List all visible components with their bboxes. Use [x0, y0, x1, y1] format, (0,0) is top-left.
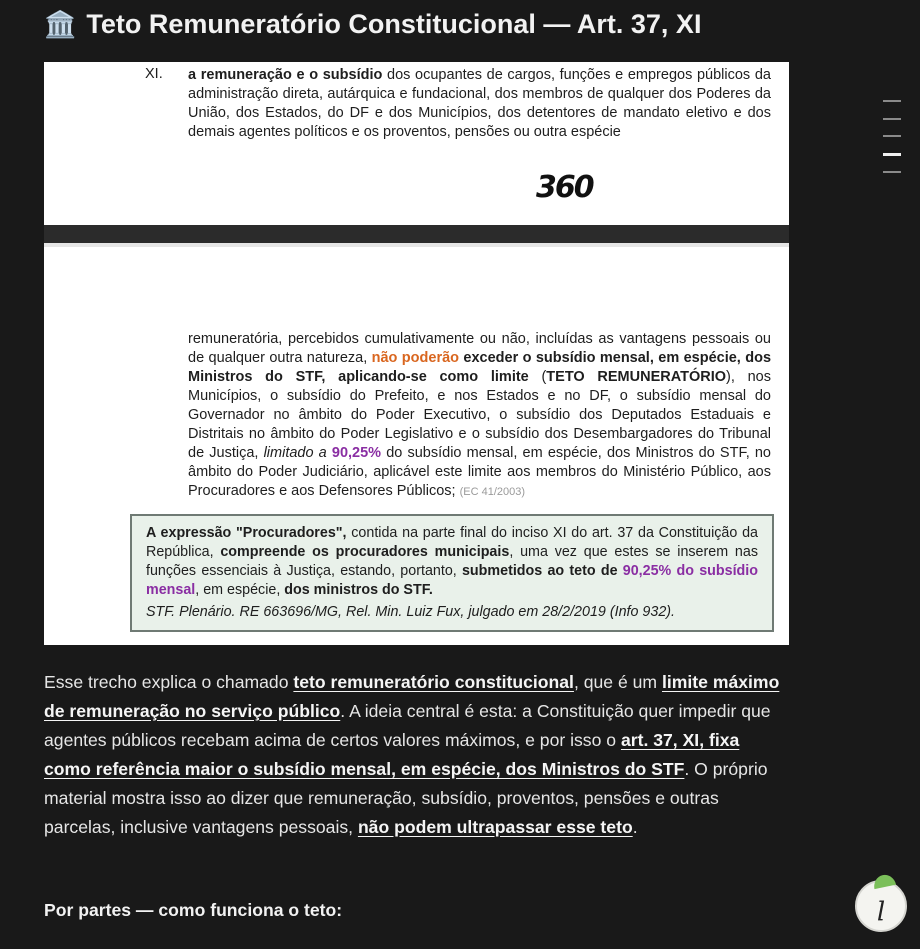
stf-citation: STF. Plenário. RE 663696/MG, Rel. Min. Luiz Fux, julgado em 28/2/2019 (Info 932). [146, 604, 675, 620]
explain-text-2: , que é um [573, 672, 662, 692]
section-scroll-indicator[interactable] [883, 100, 903, 189]
stf-box-text [146, 524, 758, 600]
scroll-marker[interactable] [883, 171, 901, 173]
law-paragraph-2 [188, 330, 771, 502]
explain-highlight-1: teto remuneratório constitucional [293, 672, 574, 692]
para1-text: dos ocupantes de cargos, funções e empregos públicos da administração direta, autárquica e fundacional, dos membros de qualquer dos Poderes da União, dos Estados, do DF e dos Municípios, dos detentores de mandato eletivo e dos demais agentes políticos e os proventos, pensões ou outra espécie [188, 67, 771, 140]
document-screenshot [44, 62, 789, 645]
explain-highlight-3: art. 37, XI, fixa como referência maior o subsídio mensal, em espécie, dos Ministros do STF [44, 730, 740, 779]
brand-logo: 360 [536, 170, 593, 205]
stf-bold-1: A expressão "Procuradores", [146, 525, 347, 541]
para2-bold-2: TETO REMUNERATÓRIO [546, 369, 727, 385]
scroll-marker-active[interactable] [883, 153, 901, 156]
para2-text-2: ( [528, 369, 547, 385]
explain-text-3: . A ideia central é esta: a Constituição quer impedir que agentes públicos recebam acima de certos valores máximos, e por isso o [44, 701, 771, 750]
stf-bold-4: dos ministros do STF. [284, 582, 433, 598]
stf-bold-3: submetidos ao teto de [461, 563, 623, 579]
para1-bold: a remuneração e o subsídio [188, 67, 383, 83]
page-title: Teto Remuneratório Constitucional — Art. 37, XI [86, 8, 702, 39]
explain-highlight-2: limite máximo de remuneração no serviço público [44, 672, 780, 721]
para2-text-4: do subsídio mensal, em espécie, dos Ministros do STF, no âmbito do Poder Judiciário, aplicável este limite aos membros do Ministério Público, aos Procuradores e aos Defensores Públicos; [188, 445, 771, 499]
classical-building-icon: 🏛️ [44, 8, 77, 39]
explain-text-4: . O próprio material mostra isso ao dizer que remuneração, subsídio, proventos, pensões e outras parcelas, inclusive vantagens pessoais, [44, 759, 768, 837]
leaf-icon [872, 873, 896, 889]
inciso-number: XI. [145, 66, 163, 82]
para2-text-1: remuneratória, percebidos cumulativamente ou não, incluídas as vantagens pessoais ou de qualquer outra natureza, [188, 331, 771, 366]
scroll-marker[interactable] [883, 100, 901, 102]
explain-text-1: Esse trecho explica o chamado [44, 672, 294, 692]
para2-purple: 90,25% [326, 445, 382, 461]
explain-highlight-4: não podem ultrapassar esse teto [357, 817, 633, 837]
para2-amendment-ref: (EC 41/2003) [459, 486, 526, 498]
stf-text-1: contida na parte final do inciso XI do art. 37 da Constituição da República, [146, 525, 758, 560]
scroll-marker[interactable] [883, 135, 901, 137]
para2-orange: não poderão [371, 350, 460, 366]
stf-jurisprudence-box [130, 514, 774, 632]
stf-text-2: , uma vez que estes se inserem nas funções essenciais à Justiça, estando, portanto, [146, 544, 758, 579]
assistant-button[interactable] [855, 880, 907, 932]
stf-text-3: , em espécie, [195, 582, 285, 598]
para2-bold-1: exceder o subsídio mensal, em espécie, dos Ministros do STF, aplicando-se como limite [188, 350, 772, 385]
stf-purple: 90,25% do subsídio mensal [146, 563, 758, 598]
law-paragraph-1 [188, 66, 771, 142]
section-subheading: Por partes — como funciona o teto: [44, 900, 343, 920]
explanation-paragraph [44, 668, 789, 842]
page-heading [44, 4, 701, 44]
page-divider-shadow [44, 243, 789, 247]
document-page-top [44, 62, 789, 226]
para2-text-3: ), nos Municípios, o subsídio do Prefeito, e nos Estados e no DF, o subsídio mensal do Governador no âmbito do Poder Executivo, o subsídio dos Deputados Estaduais e Distritais no âmbito do Poder Legislativo e o subsídio dos Desembargadores do Tribunal de Justiça, [188, 369, 772, 461]
stf-bold-2: compreende os procuradores municipais [220, 544, 510, 560]
assistant-avatar-icon: ꞁ [876, 891, 886, 921]
page-divider [44, 225, 789, 243]
explain-text-5: . [632, 817, 638, 837]
scroll-marker[interactable] [883, 118, 901, 120]
para2-italic: limitado a [263, 445, 327, 461]
